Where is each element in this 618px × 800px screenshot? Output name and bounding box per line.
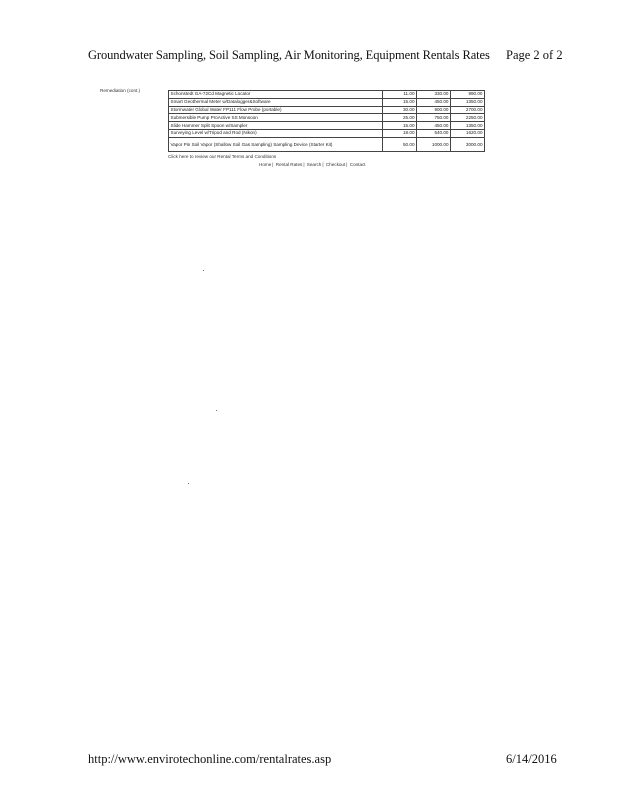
page-number: Page 2 of 2 (506, 48, 563, 62)
nav-home-link[interactable]: Home (259, 162, 272, 167)
rate-row (169, 106, 485, 114)
rate-daily: 30.00 (383, 106, 417, 114)
nav-search-link[interactable]: Search (306, 162, 322, 167)
nav-contact-link[interactable]: Contact (349, 162, 366, 167)
nav-rental-rates-link[interactable]: Rental Rates (275, 162, 303, 167)
rate-monthly: 1620.00 (451, 129, 485, 137)
scan-speck (203, 270, 204, 271)
footer-nav: Home| Rental Rates| Search| Checkout| Contact (259, 162, 366, 167)
rate-daily: 11.00 (383, 91, 417, 99)
rate-item-description: Smart Geothermal Meter w/Datalogger&Software (169, 98, 383, 106)
rate-daily: 50.00 (383, 137, 417, 152)
rate-monthly: 1350.00 (451, 98, 485, 106)
rate-monthly: 2700.00 (451, 106, 485, 114)
rate-item-description: Slide Hammer Split Spoon w/Sampler (169, 122, 383, 130)
rate-monthly: 3000.00 (451, 137, 485, 152)
rate-item-description: Surveying Level w/Tripod and Rod (Nikon) (169, 129, 383, 137)
rate-weekly: 540.00 (417, 129, 451, 137)
rate-monthly: 2250.00 (451, 114, 485, 122)
rate-weekly: 750.00 (417, 114, 451, 122)
rate-weekly: 450.00 (417, 98, 451, 106)
rental-rates-table (168, 90, 485, 152)
rate-weekly: 330.00 (417, 91, 451, 99)
scan-speck (216, 410, 217, 411)
rate-weekly: 450.00 (417, 122, 451, 130)
nav-checkout-link[interactable]: Checkout (325, 162, 346, 167)
rental-terms-link[interactable]: Click here to review our Rental Terms and Conditions (168, 154, 277, 159)
rate-daily: 25.00 (383, 114, 417, 122)
rate-item-description: Stormwater Global Water FP111 Flow Probe (portable) (169, 106, 383, 114)
rate-monthly: 990.00 (451, 91, 485, 99)
rate-item-description: Submersible Pump ProActive SS Monsoon (169, 114, 383, 122)
category-label: Remediation (cont.) (100, 88, 141, 93)
scan-speck (188, 483, 189, 484)
rate-weekly: 1000.00 (417, 137, 451, 152)
rate-daily: 15.00 (383, 122, 417, 130)
rate-row (169, 98, 485, 106)
rate-monthly: 1350.00 (451, 122, 485, 130)
rate-item-description: Schonstedt GA-72Cd Magnetic Locator (169, 91, 383, 99)
rate-item-description: Vapor Pin Soil Vapor (Shallow Soil Gas Sampling) Sampling Device (Starter Kit) (169, 137, 383, 152)
footer-date: 6/14/2016 (506, 752, 557, 766)
rate-row (169, 137, 485, 152)
rate-row (169, 122, 485, 130)
footer-url[interactable]: http://www.envirotechonline.com/rentalrates.asp (88, 752, 332, 766)
rental-rates-body (169, 91, 485, 152)
rate-row (169, 91, 485, 99)
rate-row (169, 114, 485, 122)
rate-weekly: 900.00 (417, 106, 451, 114)
rate-row (169, 129, 485, 137)
rate-daily: 18.00 (383, 129, 417, 137)
rate-daily: 15.00 (383, 98, 417, 106)
page-header-title: Groundwater Sampling, Soil Sampling, Air Monitoring, Equipment Rentals Rates (88, 48, 490, 62)
